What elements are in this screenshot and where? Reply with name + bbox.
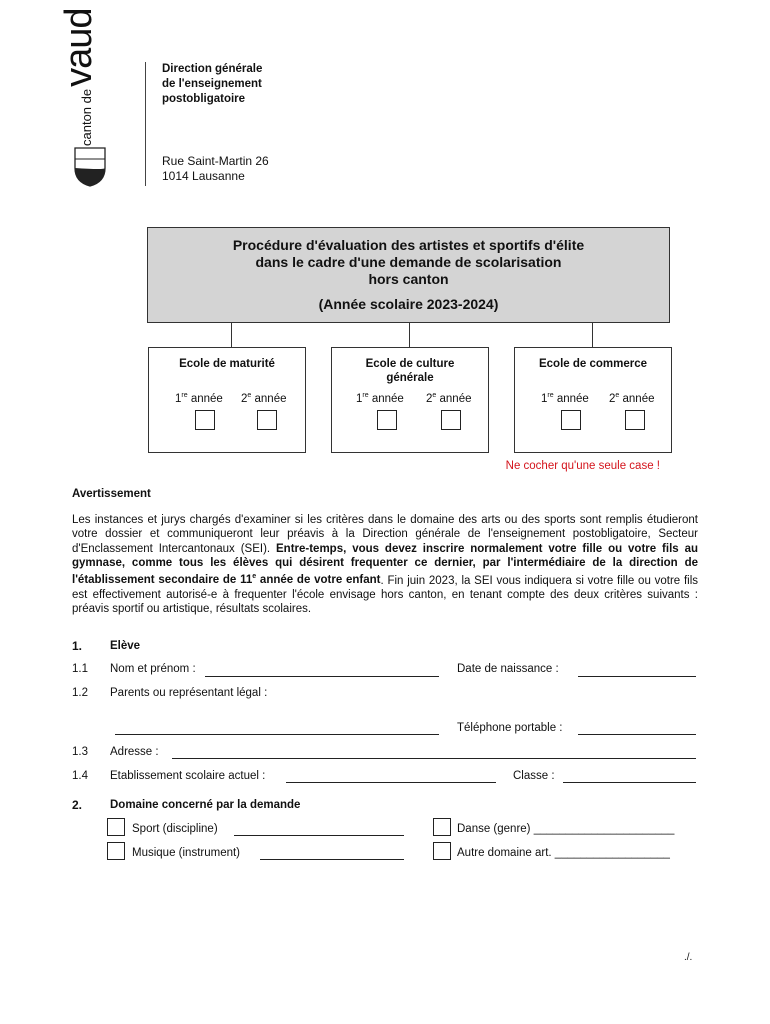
avertissement-bold: Entre-temps, vous devez inscrire normalement votre fille ou votre fils au gymnase, comme tous les élèves qui désirent frequenter ce dernier, par l'intermédiaire de la direction de l'établissement secondaire de 11e année de votre enfant [72, 542, 698, 587]
parents-field[interactable] [115, 734, 439, 735]
section-1-title: Elève [110, 640, 141, 652]
year-label: 2e année [241, 392, 287, 405]
canton-vaud-logo [58, 8, 101, 146]
vaud-shield-icon [73, 146, 107, 188]
page-continuation-mark: ./. [684, 952, 693, 963]
checkbox-autre[interactable] [433, 842, 451, 860]
checkbox-commerce-2e[interactable] [625, 410, 645, 430]
title-school-year: (Année scolaire 2023-2024) [318, 296, 499, 312]
row-number: 1.3 [72, 746, 88, 758]
row-number: 1.2 [72, 687, 88, 699]
checkbox-sport[interactable] [107, 818, 125, 836]
school-box-commerce [514, 347, 672, 453]
checkbox-maturite-2e[interactable] [257, 410, 277, 430]
school-name: Ecole de maturité [179, 358, 275, 370]
address-label: Adresse : [110, 746, 159, 758]
address-field[interactable] [172, 758, 696, 759]
year-label: 1re année [541, 392, 589, 405]
row-number: 1.1 [72, 663, 88, 675]
class-field[interactable] [563, 782, 696, 783]
checkbox-culture-2e[interactable] [441, 410, 461, 430]
title-line-2: dans le cadre d'une demande de scolarisation [255, 254, 562, 270]
phone-label: Téléphone portable : [457, 722, 563, 734]
document-title-box [147, 227, 670, 323]
connector-line [409, 323, 410, 347]
single-choice-warning: Ne cocher qu'une seule case ! [505, 460, 660, 472]
year-label: 2e année [426, 392, 472, 405]
logo-vaud-text: vaud [58, 8, 100, 87]
school-label: Etablissement scolaire actuel : [110, 770, 266, 782]
musique-label: Musique (instrument) [132, 847, 241, 859]
connector-line [231, 323, 232, 347]
school-box-maturite [148, 347, 306, 453]
section-2-number: 2. [72, 798, 83, 812]
school-name: Ecole de culture générale [365, 358, 455, 384]
checkbox-danse[interactable] [433, 818, 451, 836]
title-line-1: Procédure d'évaluation des artistes et sportifs d'élite [232, 237, 585, 253]
year-label: 1re année [175, 392, 223, 405]
parents-label: Parents ou représentant légal : [110, 687, 268, 699]
school-name: Ecole de commerce [538, 358, 648, 370]
header-divider [145, 62, 146, 186]
musique-field[interactable] [260, 859, 404, 860]
section-2-title: Domaine concerné par la demande [110, 799, 301, 811]
school-field[interactable] [286, 782, 496, 783]
autre-label: Autre domaine art. __________________ [457, 847, 670, 859]
danse-label: Danse (genre) ______________________ [457, 823, 675, 835]
header-direction: Direction générale de l'enseignement postobligatoire [162, 63, 263, 105]
name-label: Nom et prénom : [110, 663, 196, 675]
checkbox-commerce-1re[interactable] [561, 410, 581, 430]
avertissement-body: Les instances et jurys chargés d'examiner si les critères dans le domaine des arts ou des sports sont remplis étudieront votre dossier et communiqueront leur préavis à la Direction générale de l'enseignement postobligatoire, Secteur d'Enclassement Intercantonaux (SEI). Entre-temps, vous devez inscrire normalement votre fille ou votre fils au gymnase, comme tous les élèves qui désirent frequenter ce dernier, par l'intermédiaire de la direction de l'établissement secondaire de 11e année de votre enfant. Fin juin 2023, la SEI vous indiquera si votre fille ou votre fils est effectivement autorisé-e à frequenter l'école envisage hors canton, en tenant compte des deux critères suivants : préavis sportif ou artistique, résultats scolaires. [72, 514, 698, 616]
connector-line [592, 323, 593, 347]
title-line-3: hors canton [368, 271, 449, 287]
logo-canton-text: canton de [79, 88, 94, 146]
section-1-number: 1. [72, 639, 83, 653]
birthdate-label: Date de naissance : [457, 663, 559, 675]
name-field[interactable] [205, 676, 439, 677]
birthdate-field[interactable] [578, 676, 696, 677]
year-label: 1re année [356, 392, 404, 405]
sport-field[interactable] [234, 835, 404, 836]
year-label: 2e année [609, 392, 655, 405]
phone-field[interactable] [578, 734, 696, 735]
checkbox-maturite-1re[interactable] [195, 410, 215, 430]
class-label: Classe : [513, 770, 555, 782]
avertissement-title: Avertissement [72, 488, 151, 500]
checkbox-culture-1re[interactable] [377, 410, 397, 430]
row-number: 1.4 [72, 770, 88, 782]
school-box-culture-generale [331, 347, 489, 453]
checkbox-musique[interactable] [107, 842, 125, 860]
header-address: Rue Saint-Martin 26 1014 Lausanne [162, 154, 269, 183]
sport-label: Sport (discipline) [132, 823, 218, 835]
